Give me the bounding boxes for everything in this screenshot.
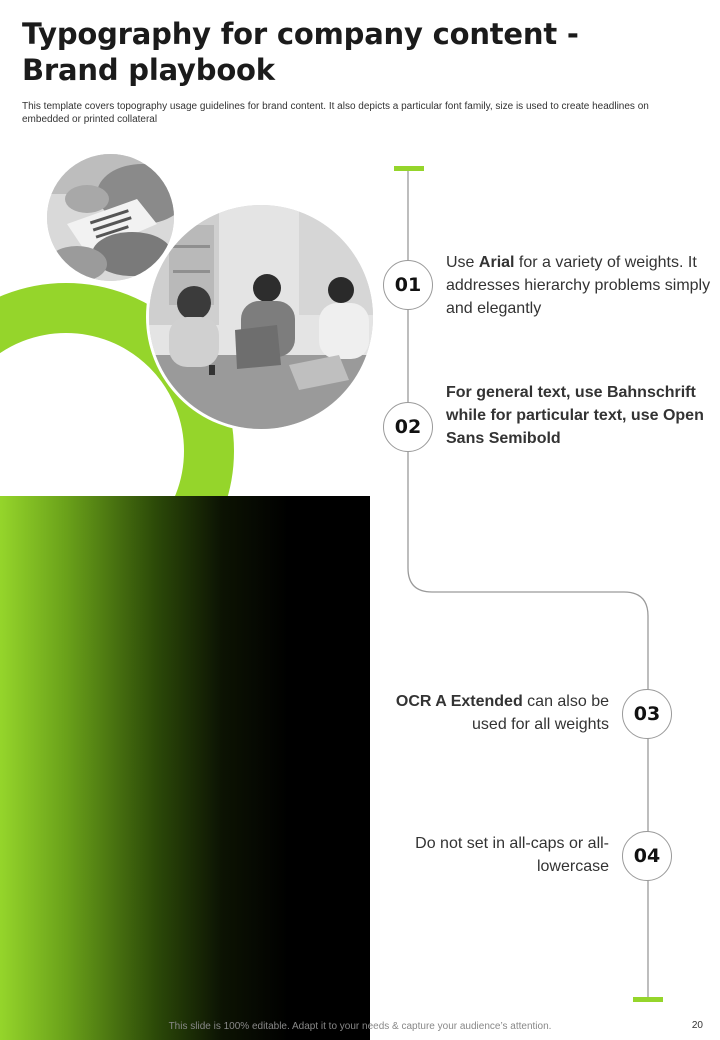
step-number-01: 01 xyxy=(383,260,433,310)
step-text-01 xyxy=(446,251,711,320)
step-text-part: Use xyxy=(446,254,479,271)
step-text-03 xyxy=(360,690,609,736)
page-subtitle: This template covers topography usage guidelines for brand content. It also depicts a particular font family, size is used to create headlines on embedded or printed collateral xyxy=(22,101,649,125)
step-number-02: 02 xyxy=(383,402,433,452)
timeline-bottom-cap xyxy=(633,997,663,1002)
page-number: 20 xyxy=(691,1020,703,1031)
step-text-emphasis: Arial xyxy=(478,254,515,271)
step-number-03: 03 xyxy=(622,689,672,739)
step-number-04: 04 xyxy=(622,831,672,881)
page-title xyxy=(22,16,682,88)
timeline-top-cap xyxy=(394,166,424,171)
title-line-1: Typography for company content - xyxy=(22,17,579,51)
step-text-04: Do not set in all-caps or all-lowercase xyxy=(415,835,609,875)
step-text-02: For general text, use Bahnschrift while for particular text, use Open Sans Semibold xyxy=(446,384,704,447)
typography-panel xyxy=(0,496,370,1040)
footer-note: This slide is 100% editable. Adapt it to your needs & capture your audience’s attention. xyxy=(168,1021,552,1032)
title-line-2: Brand playbook xyxy=(22,53,275,87)
photo-team-meeting xyxy=(146,202,376,432)
photo-hands-document xyxy=(44,151,177,284)
step-text-emphasis: OCR A Extended xyxy=(395,693,523,710)
step-text-part: can also be used for all weights xyxy=(472,693,609,733)
step-text-part: for a variety of weights. It addresses hierarchy problems simply and elegantly xyxy=(446,254,711,317)
